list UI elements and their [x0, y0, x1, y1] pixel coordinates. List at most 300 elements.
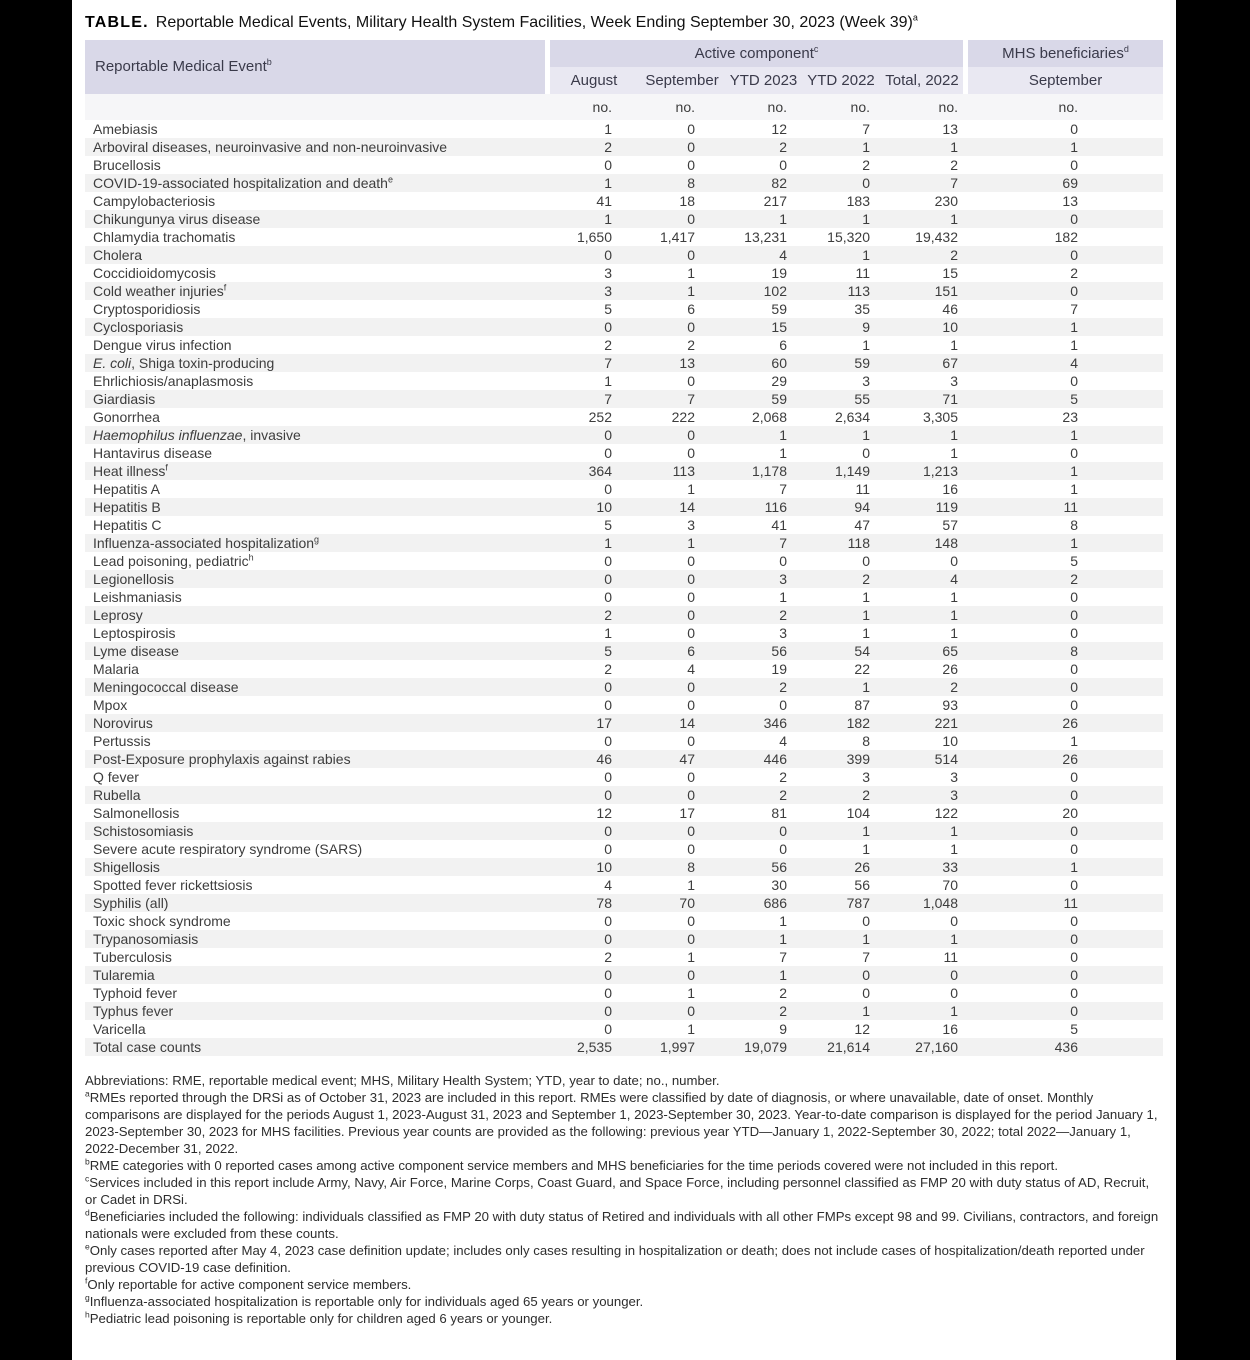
value-cell: 65: [942, 643, 958, 659]
value-cell: 0: [1070, 445, 1078, 461]
unit-label: no.: [767, 99, 787, 115]
value-cell: 1: [604, 121, 612, 137]
value-cell: 230: [934, 193, 958, 209]
value-cell: 0: [687, 607, 695, 623]
value-cell: 0: [687, 679, 695, 695]
value-cell: 1: [687, 1021, 695, 1037]
value-cell: 1: [779, 211, 787, 227]
value-cell: 1: [604, 175, 612, 191]
value-cell: 2: [604, 607, 612, 623]
value-cell: 1: [779, 427, 787, 443]
event-name: Spotted fever rickettsiosis: [93, 877, 253, 893]
title-footnote-marker: a: [912, 12, 918, 23]
value-cell: 686: [763, 895, 787, 911]
table-row: [85, 822, 1163, 840]
table-row: [85, 336, 1163, 354]
table-row: [85, 156, 1163, 174]
value-cell: 2: [779, 607, 787, 623]
value-cell: 17: [596, 715, 612, 731]
table-row: [85, 750, 1163, 768]
value-cell: 0: [687, 967, 695, 983]
column-header-reportable-medical-event: Reportable Medical Event$^b$: [85, 40, 545, 94]
event-name: Salmonellosis: [93, 805, 180, 821]
value-cell: 0: [1070, 949, 1078, 965]
value-cell: 0: [1070, 247, 1078, 263]
value-cell: 5: [604, 643, 612, 659]
column-header-september: September: [638, 67, 726, 94]
value-cell: 13,231: [744, 229, 787, 245]
value-cell: 0: [862, 967, 870, 983]
value-cell: 1: [862, 211, 870, 227]
value-cell: 0: [1070, 607, 1078, 623]
event-name: Arboviral diseases, neuroinvasive and non-neuroinvasive: [93, 139, 448, 155]
value-cell: 81: [771, 805, 787, 821]
value-cell: 67: [942, 355, 958, 371]
value-cell: 82: [771, 175, 787, 191]
value-cell: 0: [604, 913, 612, 929]
table-row: [85, 390, 1163, 408]
value-cell: 1: [950, 427, 958, 443]
value-cell: 0: [687, 553, 695, 569]
value-cell: 0: [687, 589, 695, 605]
value-cell: 0: [1070, 211, 1078, 227]
value-cell: 12: [596, 805, 612, 821]
value-cell: 0: [604, 823, 612, 839]
value-cell: 0: [1070, 931, 1078, 947]
value-cell: 20: [1062, 805, 1078, 821]
value-cell: 3: [862, 769, 870, 785]
value-cell: 11: [943, 949, 958, 965]
table-row: [85, 912, 1163, 930]
value-cell: 0: [604, 697, 612, 713]
value-cell: 0: [604, 319, 612, 335]
value-cell: 8: [862, 733, 870, 749]
value-cell: 182: [1054, 229, 1078, 245]
table-row: [85, 732, 1163, 750]
footnote: $^d$Beneficiaries included the following: individuals classified as FMP 20 with duty status of Retired and individuals with all other FMPs except 98 and 99. Civilians, contractors, and foreign nationals were excluded from these counts.: [85, 1207, 1159, 1241]
value-cell: 1,650: [576, 229, 612, 245]
table-row: [85, 534, 1163, 552]
value-cell: 14: [679, 715, 695, 731]
value-cell: 0: [687, 247, 695, 263]
table-title-label: TABLE.: [85, 14, 149, 31]
table-row: [85, 948, 1163, 966]
value-cell: 1,997: [659, 1039, 695, 1055]
table-header: [85, 40, 1163, 94]
value-cell: 56: [771, 643, 787, 659]
value-cell: 1: [950, 1003, 958, 1019]
value-cell: 8: [1070, 643, 1078, 659]
value-cell: 10: [942, 319, 958, 335]
value-cell: 13: [942, 121, 958, 137]
report-page: [72, 0, 1176, 1360]
value-cell: 1: [950, 607, 958, 623]
value-cell: 78: [596, 895, 612, 911]
table-row: [85, 930, 1163, 948]
unit-label: no.: [938, 99, 958, 115]
value-cell: 2: [779, 985, 787, 1001]
value-cell: 6: [779, 337, 787, 353]
value-cell: 3: [604, 265, 612, 281]
value-cell: 4: [604, 877, 612, 893]
value-cell: 1: [862, 337, 870, 353]
table-row: [85, 570, 1163, 588]
table-row: [85, 696, 1163, 714]
value-cell: 446: [763, 751, 787, 767]
value-cell: 7: [779, 535, 787, 551]
event-name: Q fever: [93, 769, 139, 785]
table-row: [85, 624, 1163, 642]
value-cell: 1: [862, 841, 870, 857]
value-cell: 1: [1070, 337, 1078, 353]
table-row: [85, 192, 1163, 210]
value-cell: 5: [1070, 1021, 1078, 1037]
value-cell: 21,614: [827, 1039, 870, 1055]
value-cell: 0: [604, 787, 612, 803]
table-row: [85, 174, 1163, 192]
event-name: Heat illness$^f$: [93, 462, 168, 479]
table-row: [85, 120, 1163, 138]
value-cell: 5: [1070, 391, 1078, 407]
table-row: [85, 768, 1163, 786]
value-cell: 0: [1070, 625, 1078, 641]
value-cell: 0: [1070, 679, 1078, 695]
event-name: Pertussis: [93, 733, 151, 749]
value-cell: 1: [687, 877, 695, 893]
value-cell: 0: [604, 679, 612, 695]
value-cell: 2,068: [751, 409, 787, 425]
value-cell: 0: [604, 841, 612, 857]
value-cell: 17: [679, 805, 695, 821]
value-cell: 102: [763, 283, 787, 299]
value-cell: 2: [604, 139, 612, 155]
value-cell: 0: [604, 1003, 612, 1019]
value-cell: 0: [1070, 985, 1078, 1001]
value-cell: 2: [604, 661, 612, 677]
value-cell: 1: [862, 679, 870, 695]
value-cell: 0: [779, 841, 787, 857]
rme-table: [85, 40, 1163, 1056]
value-cell: 29: [771, 373, 787, 389]
event-name: Toxic shock syndrome: [93, 913, 231, 929]
value-cell: 0: [687, 733, 695, 749]
value-cell: 46: [596, 751, 612, 767]
table-row: [85, 372, 1163, 390]
value-cell: 0: [604, 769, 612, 785]
value-cell: 14: [679, 499, 695, 515]
value-cell: 3: [779, 625, 787, 641]
value-cell: 0: [687, 625, 695, 641]
value-cell: 11: [855, 265, 870, 281]
value-cell: 1: [862, 931, 870, 947]
value-cell: 2: [862, 787, 870, 803]
table-row: [85, 678, 1163, 696]
value-cell: 0: [687, 373, 695, 389]
value-cell: 0: [779, 697, 787, 713]
value-cell: 0: [604, 481, 612, 497]
value-cell: 1,178: [751, 463, 787, 479]
value-cell: 23: [1062, 409, 1078, 425]
value-cell: 69: [1062, 175, 1078, 191]
value-cell: 6: [687, 643, 695, 659]
value-cell: 56: [854, 877, 870, 893]
value-cell: 0: [604, 967, 612, 983]
value-cell: 1: [1070, 463, 1078, 479]
event-name: Influenza-associated hospitalization$^g$: [93, 534, 320, 551]
value-cell: 1: [1070, 535, 1078, 551]
value-cell: 4: [1070, 355, 1078, 371]
value-cell: 1: [687, 283, 695, 299]
value-cell: 4: [687, 661, 695, 677]
event-name: Syphilis (all): [93, 895, 169, 911]
table-row: [85, 300, 1163, 318]
table-row: [85, 894, 1163, 912]
table-row: [85, 660, 1163, 678]
value-cell: 0: [687, 823, 695, 839]
value-cell: 1: [1070, 427, 1078, 443]
value-cell: 3: [687, 517, 695, 533]
value-cell: 0: [950, 913, 958, 929]
table-row: [85, 318, 1163, 336]
value-cell: 18: [679, 193, 695, 209]
value-cell: 41: [771, 517, 787, 533]
value-cell: 3: [862, 373, 870, 389]
unit-label: no.: [1058, 99, 1078, 115]
event-name: Malaria: [93, 661, 139, 677]
value-cell: 0: [1070, 769, 1078, 785]
value-cell: 7: [862, 949, 870, 965]
value-cell: 1: [1070, 859, 1078, 875]
event-name: COVID-19-associated hospitalization and death$^e$: [93, 174, 393, 191]
footnote: $^a$RMEs reported through the DRSi as of October 31, 2023 are included in this report. RMEs were classified by date of diagnosis, or where unavailable, date of onset. Monthly comparisons are displayed for the periods August 1, 2023-August 31, 2023 and September 1, 2023-September 30, 2023. Year-to-date comparison is displayed for the period January 1, 2023-September 30, 2023 for MHS facilities. Previous year counts are provided as the following: previous year YTD—January 1, 2022-September 30, 2022; total 2022—January 1, 2022-December 31, 2022.: [85, 1088, 1158, 1156]
group-header-active-component: Active component$^c$: [550, 40, 963, 67]
value-cell: 1: [1070, 481, 1078, 497]
table-row: [85, 786, 1163, 804]
value-cell: 0: [862, 913, 870, 929]
value-cell: 26: [942, 661, 958, 677]
event-name: Hepatitis A: [93, 481, 160, 497]
event-name: Schistosomiasis: [93, 823, 194, 839]
table-row: [85, 480, 1163, 498]
value-cell: 0: [1070, 877, 1078, 893]
value-cell: 0: [1070, 841, 1078, 857]
value-cell: 0: [687, 157, 695, 173]
value-cell: 57: [942, 517, 958, 533]
value-cell: 2: [950, 157, 958, 173]
event-name: Trypanosomiasis: [93, 931, 199, 947]
value-cell: 26: [1062, 715, 1078, 731]
table-row: [85, 282, 1163, 300]
event-name: Lead poisoning, pediatric$^h$: [93, 552, 254, 569]
value-cell: 1: [862, 589, 870, 605]
value-cell: 182: [846, 715, 870, 731]
value-cell: 8: [687, 175, 695, 191]
value-cell: 1: [779, 967, 787, 983]
value-cell: 5: [604, 301, 612, 317]
table-row: [85, 858, 1163, 876]
event-name: Total case counts: [93, 1039, 202, 1055]
value-cell: 26: [854, 859, 870, 875]
value-cell: 33: [942, 859, 958, 875]
value-cell: 222: [671, 409, 695, 425]
value-cell: 0: [1070, 1003, 1078, 1019]
value-cell: 71: [942, 391, 958, 407]
value-cell: 46: [942, 301, 958, 317]
value-cell: 0: [1070, 697, 1078, 713]
value-cell: 10: [942, 733, 958, 749]
value-cell: 0: [1070, 967, 1078, 983]
value-cell: 7: [604, 391, 612, 407]
column-header-august: August: [550, 67, 638, 94]
value-cell: 15: [771, 319, 787, 335]
event-name: Cold weather injuries$^f$: [93, 282, 227, 299]
value-cell: 19,432: [915, 229, 958, 245]
table-row: [85, 714, 1163, 732]
value-cell: 1: [779, 913, 787, 929]
value-cell: 0: [950, 967, 958, 983]
value-cell: 7: [779, 949, 787, 965]
value-cell: 0: [604, 733, 612, 749]
value-cell: 7: [862, 121, 870, 137]
table-row: [85, 1020, 1163, 1038]
value-cell: 436: [1054, 1039, 1078, 1055]
value-cell: 7: [1070, 301, 1078, 317]
event-name: Cryptosporidiosis: [93, 301, 201, 317]
value-cell: 113: [847, 283, 870, 299]
column-header-total-2022: Total, 2022: [881, 67, 963, 94]
value-cell: 0: [1070, 661, 1078, 677]
value-cell: 47: [854, 517, 870, 533]
value-cell: 1: [950, 625, 958, 641]
value-cell: 59: [854, 355, 870, 371]
value-cell: 1: [687, 481, 695, 497]
event-name: Leprosy: [93, 607, 143, 623]
value-cell: 1,149: [834, 463, 870, 479]
table-row: [85, 1002, 1163, 1020]
footnote: $^b$RME categories with 0 reported cases among active component service members and MHS beneficiaries for the time periods covered were not included in this report.: [85, 1156, 1059, 1173]
value-cell: 15,320: [827, 229, 870, 245]
value-cell: 0: [604, 931, 612, 947]
event-name: Severe acute respiratory syndrome (SARS): [93, 841, 363, 857]
value-cell: 2: [779, 139, 787, 155]
value-cell: 1: [604, 535, 612, 551]
value-cell: 148: [934, 535, 958, 551]
value-cell: 7: [950, 175, 958, 191]
value-cell: 151: [934, 283, 958, 299]
value-cell: 0: [604, 571, 612, 587]
table-row: [85, 246, 1163, 264]
value-cell: 0: [687, 697, 695, 713]
event-name: Campylobacteriosis: [93, 193, 216, 209]
units-row: [85, 94, 1163, 120]
value-cell: 104: [846, 805, 870, 821]
column-header-mhs-september: September: [968, 67, 1163, 94]
value-cell: 0: [1070, 589, 1078, 605]
value-cell: 0: [604, 445, 612, 461]
event-name: E. coli, Shiga toxin-producing: [93, 355, 275, 371]
value-cell: 217: [763, 193, 787, 209]
table-row: [85, 588, 1163, 606]
table-row: [85, 462, 1163, 480]
value-cell: 2: [604, 949, 612, 965]
value-cell: 1: [862, 607, 870, 623]
value-cell: 0: [779, 553, 787, 569]
value-cell: 1: [862, 1003, 870, 1019]
footnote: $^e$Only cases reported after May 4, 2023 case definition update; includes only cases resulting in hospitalization or death; does not include cases of hospitalization/death reported under previous COVID-19 case definition.: [85, 1241, 1145, 1275]
table-row: [85, 210, 1163, 228]
value-cell: 11: [1063, 895, 1078, 911]
event-name: Cyclosporiasis: [93, 319, 184, 335]
event-name: Tuberculosis: [93, 949, 172, 965]
value-cell: 0: [687, 913, 695, 929]
value-cell: 2: [779, 787, 787, 803]
value-cell: 15: [942, 265, 958, 281]
value-cell: 4: [950, 571, 958, 587]
value-cell: 1: [950, 823, 958, 839]
event-name: Ehrlichiosis/anaplasmosis: [93, 373, 254, 389]
value-cell: 56: [771, 859, 787, 875]
value-cell: 0: [1070, 373, 1078, 389]
value-cell: 0: [687, 121, 695, 137]
event-name: Lyme disease: [93, 643, 179, 659]
value-cell: 12: [854, 1021, 870, 1037]
table-row: [85, 426, 1163, 444]
table-title: [85, 10, 1163, 40]
value-cell: 2: [779, 679, 787, 695]
value-cell: 1: [862, 625, 870, 641]
value-cell: 0: [1070, 823, 1078, 839]
value-cell: 1: [779, 589, 787, 605]
value-cell: 1: [1070, 139, 1078, 155]
event-name: Chlamydia trachomatis: [93, 229, 236, 245]
value-cell: 2: [604, 337, 612, 353]
value-cell: 12: [771, 121, 787, 137]
value-cell: 346: [763, 715, 787, 731]
value-cell: 1: [862, 823, 870, 839]
value-cell: 1: [862, 139, 870, 155]
value-cell: 10: [596, 859, 612, 875]
unit-label: no.: [675, 99, 695, 115]
value-cell: 0: [862, 445, 870, 461]
value-cell: 1: [604, 625, 612, 641]
value-cell: 0: [862, 985, 870, 1001]
value-cell: 19,079: [744, 1039, 787, 1055]
value-cell: 0: [1070, 283, 1078, 299]
value-cell: 0: [604, 157, 612, 173]
value-cell: 0: [779, 157, 787, 173]
value-cell: 0: [604, 1021, 612, 1037]
value-cell: 3: [950, 373, 958, 389]
value-cell: 70: [942, 877, 958, 893]
event-name: Typhoid fever: [93, 985, 178, 1001]
value-cell: 59: [771, 391, 787, 407]
value-cell: 514: [934, 751, 958, 767]
event-name: Haemophilus influenzae, invasive: [93, 427, 301, 443]
value-cell: 1: [950, 139, 958, 155]
value-cell: 1: [950, 337, 958, 353]
footnote: Abbreviations: RME, reportable medical event; MHS, Military Health System; YTD, year to date; no., number.: [85, 1073, 720, 1088]
value-cell: 0: [604, 589, 612, 605]
value-cell: 11: [855, 481, 870, 497]
table-row: [85, 444, 1163, 462]
table-body: [85, 120, 1163, 1056]
footnote: $^f$Only reportable for active component service members.: [85, 1275, 412, 1292]
value-cell: 0: [687, 319, 695, 335]
footnote: $^h$Pediatric lead poisoning is reportable only for children aged 6 years or younger.: [85, 1309, 553, 1326]
value-cell: 1: [779, 445, 787, 461]
value-cell: 16: [942, 1021, 958, 1037]
value-cell: 2: [1070, 265, 1078, 281]
